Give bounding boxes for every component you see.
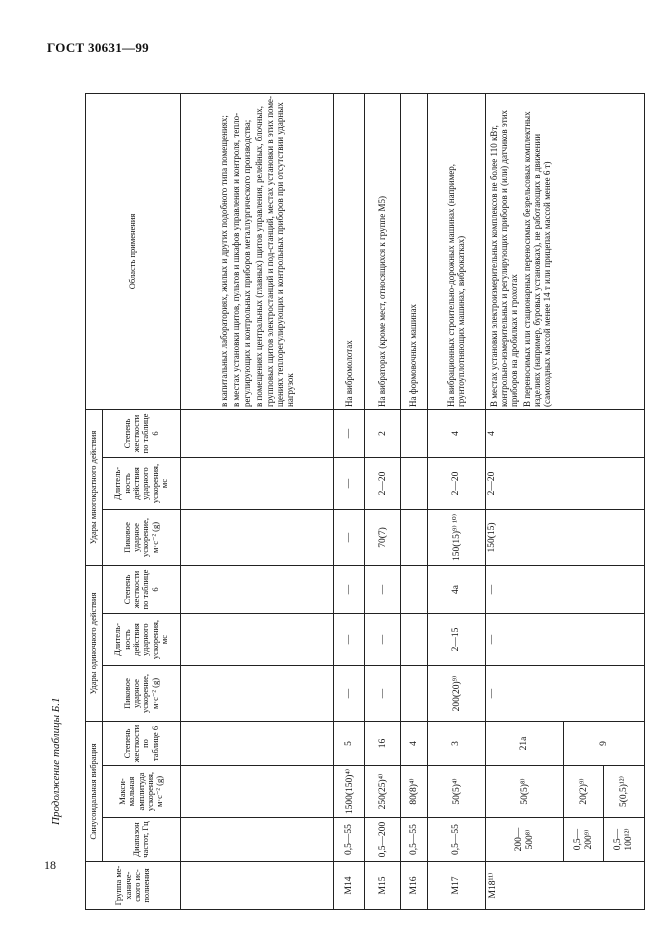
deg-cell: 4 (400, 722, 427, 766)
table-row (400, 93, 427, 909)
multi-deg-cell: 2 (365, 409, 400, 457)
table-row (365, 93, 400, 909)
single-dur-cell: — (334, 614, 365, 666)
single-deg-cell: — (485, 565, 644, 613)
amp-cell: 50(5)⁴⁾ (427, 766, 485, 818)
freq-cell: 0,5—200⁹⁾ (564, 818, 603, 862)
single-dur-cell: — (485, 614, 644, 666)
single-dur-cell: — (365, 614, 400, 666)
header-use: Область применения (86, 93, 181, 409)
single-peak-cell: — (365, 666, 400, 722)
deg-cell: 3 (427, 722, 485, 766)
multi-peak-cell: — (334, 509, 365, 565)
group-cell: М15 (365, 862, 400, 910)
header-sinus: Синусоидальная вибрация (86, 722, 103, 862)
amp-cell: 1500(150)⁴⁾ (334, 766, 365, 818)
multi-peak-cell: 150(15)⁹⁾ ¹⁰⁾ (427, 509, 485, 565)
use-paragraph: в помещениях центральных (главных) щитов управления, релейных, блочных, групповых щитов электростанций и под-станций, местах установки в этих поме-щениях теплорегулирующих и контрольных приборов при отсутствии ударных нагрузок (254, 95, 296, 407)
header-sinus-freq: Диапазон частот, Гц (102, 818, 181, 862)
table-row (427, 93, 485, 909)
amp-cell: 80(8)⁴⁾ (400, 766, 427, 818)
group-cell: М18¹¹⁾ (485, 862, 644, 910)
multi-dur-cell: — (334, 457, 365, 509)
multi-dur-cell: 2—20 (365, 457, 400, 509)
amp-cell: 50(5)⁸⁾ (485, 766, 564, 818)
header-single-peak: Пиковое ударное ускорение, м·с⁻² (g) (102, 666, 181, 722)
use-paragraph: В переносимых или стационарных переносимых безрельсовых комплектных изделиях (например, буровых установках), не работающих в движении (самоходных массой менее 14 т или прицепах массой менее 6 т) (521, 111, 553, 407)
use-paragraph: в капитальных лабораториях, жилых и других подобного типа помещениях; (219, 115, 230, 407)
multi-peak-cell: 70(7) (365, 509, 400, 565)
group-cell: М17 (427, 862, 485, 910)
multi-peak-cell: 150(15) (485, 509, 644, 565)
table-row (485, 93, 564, 909)
group-cell: М14 (334, 862, 365, 910)
use-paragraph: В местах установки электроизмерительных комплексов не более 110 кВт, контрольно-измерительных и регулирующих приборов и (или) датчиков этих приборов на дробилках и грохотах (488, 109, 520, 407)
amp-cell: 5(0,5)¹²⁾ (603, 766, 644, 818)
multi-deg-cell: — (334, 409, 365, 457)
amp-cell: 250(25)⁴⁾ (365, 766, 400, 818)
header-sinus-amp: Макси-мальная амплитуда ускорения, м·с⁻² (g) (102, 766, 181, 818)
use-cell-top (181, 93, 334, 409)
single-dur-cell: 2—15 (427, 614, 485, 666)
single-peak-cell: 200(20)⁹⁾ (427, 666, 485, 722)
use-paragraph: в местах установки щитов, пультов и шкафов управления и контроля, тепло-регулирующих и контрольных приборов металлургического производства; (231, 112, 252, 407)
multi-dur-cell: 2—20 (485, 457, 644, 509)
header-group: Группа ме-ханиче-ского ис-полнения (86, 862, 181, 910)
use-cell: На вибраторах (кроме мест, относящихся к группе М5) (365, 93, 400, 409)
deg-cell: 16 (365, 722, 400, 766)
table-continuation-caption: Продолжение таблицы Б.1 (50, 697, 62, 825)
table-row (334, 93, 365, 909)
deg-cell: 21а (485, 722, 564, 766)
specification-table (85, 94, 645, 910)
freq-cell: 200—500⁸⁾ (485, 818, 564, 862)
single-deg-cell: 4а (427, 565, 485, 613)
page-number: 18 (44, 858, 56, 872)
use-cell (485, 93, 644, 409)
use-cell: На вибромолотах (334, 93, 365, 409)
use-cell: На формовочных машинах (400, 93, 427, 409)
header-sinus-deg: Степень жесткости по таблице 6 (102, 722, 181, 766)
single-peak-cell: — (334, 666, 365, 722)
group-cell: М16 (400, 862, 427, 910)
document-code: ГОСТ 30631—99 (47, 40, 149, 55)
freq-cell: 0,5—55 (400, 818, 427, 862)
freq-cell: 0,5—200 (365, 818, 400, 862)
multi-deg-cell: 4 (485, 409, 644, 457)
freq-cell: 0,5—55 (427, 818, 485, 862)
amp-cell: 20(2)⁹⁾ (564, 766, 603, 818)
freq-cell: 0,5—55 (334, 818, 365, 862)
header-single: Удары одиночного действия (86, 565, 103, 721)
single-deg-cell: — (334, 565, 365, 613)
header-multi: Удары многократного действия (86, 409, 103, 565)
multi-deg-cell: 4 (427, 409, 485, 457)
multi-dur-cell: 2—20 (427, 457, 485, 509)
deg-cell: 9 (564, 722, 645, 766)
header-multi-dur: Длитель-ность действия ударного ускорения, мс (102, 457, 181, 509)
single-peak-cell: — (485, 666, 644, 722)
header-multi-deg: Степень жесткости по таблице 6 (102, 409, 181, 457)
single-deg-cell: — (365, 565, 400, 613)
header-single-dur: Длитель-ность действия ударного ускорения, мс (102, 614, 181, 666)
deg-cell: 5 (334, 722, 365, 766)
use-cell: На вибрационных строительно-дорожных машинах (например, грунтоуплотняющих машинах, виброкатках) (427, 93, 485, 409)
header-single-deg: Степень жесткости по таблице 6 (102, 565, 181, 613)
header-multi-peak: Пиковое ударное ускорение, м·с⁻² (g) (102, 509, 181, 565)
freq-cell: 0,5—100¹²⁾ (603, 818, 644, 862)
